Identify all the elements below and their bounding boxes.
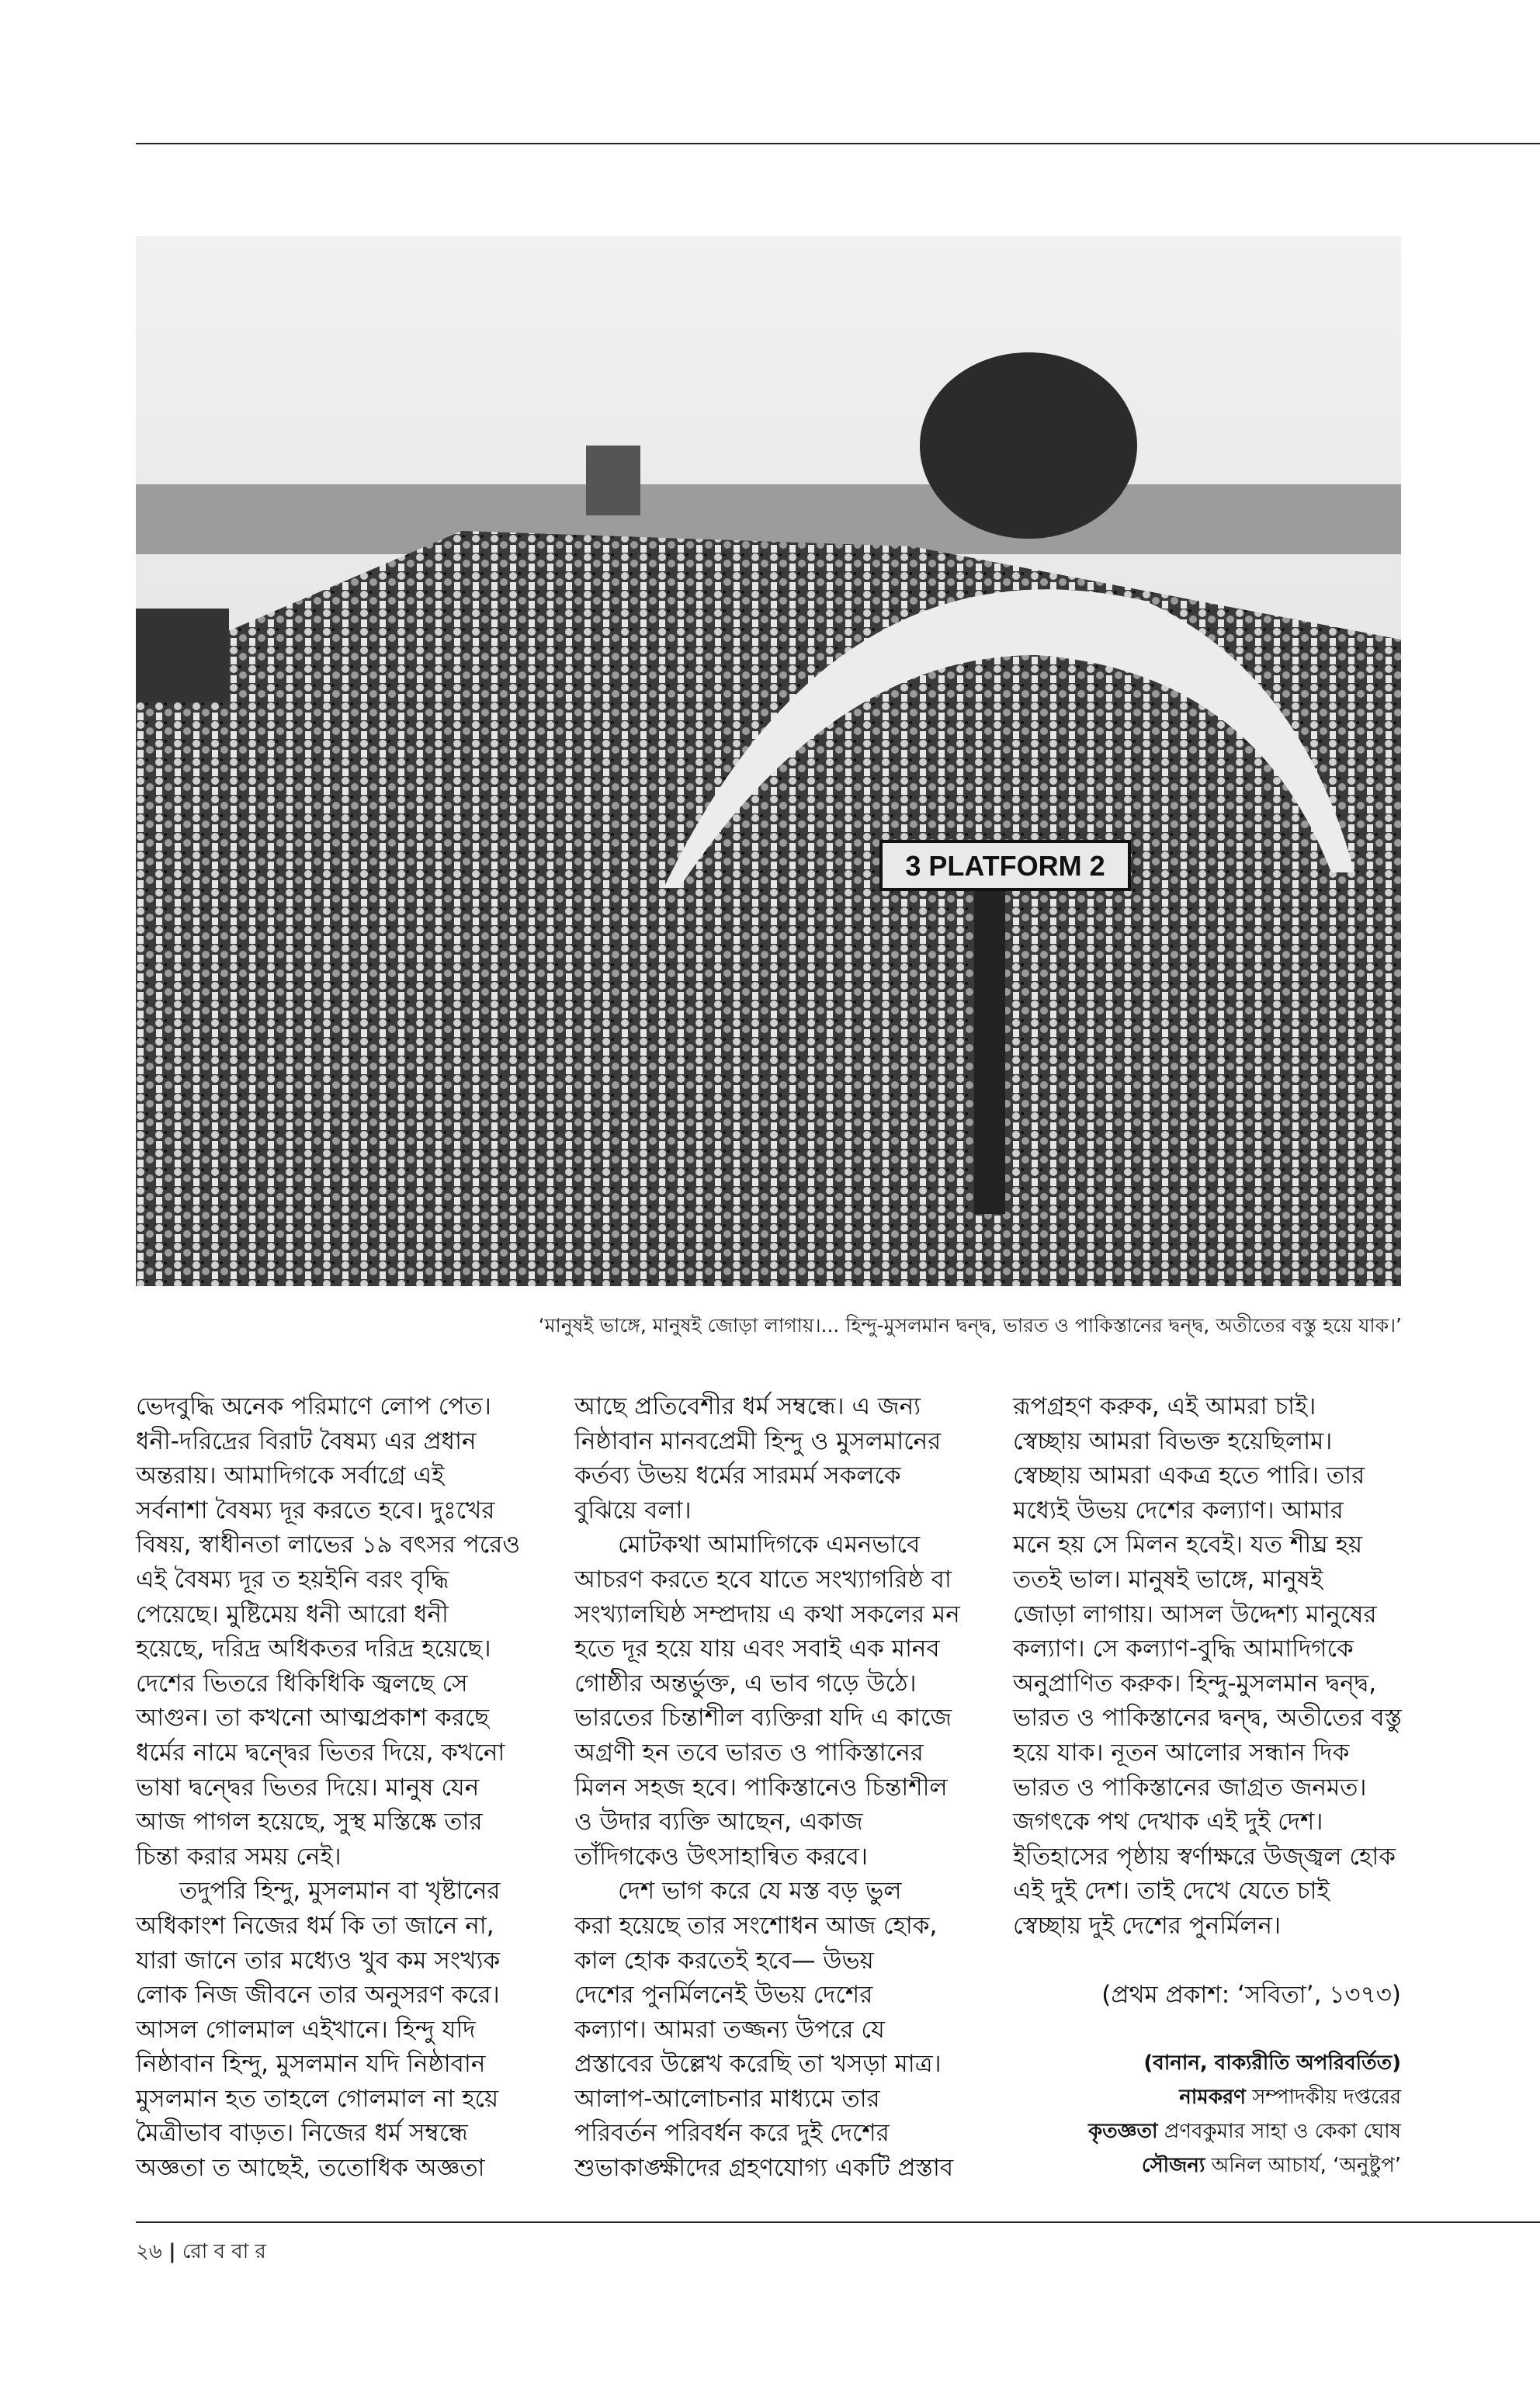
text-line: জোড়া লাগায়। আসল উদ্দেশ্য মানুষের [1013, 1600, 1377, 1628]
text-line: আলাপ-আলোচনার মাধ্যমে তার [574, 2084, 880, 2113]
text-line: মোটকথা আমাদিগকে এমনভাবে [618, 1531, 921, 1559]
text-line: রূপগ্রহণ করুক, এই আমরা চাই। [1013, 1392, 1316, 1420]
text-line: কল্যাণ। আমরা তজ্জন্য উপরে যে [574, 2015, 885, 2044]
text-line: আচরণ করতে হবে যাতে সংখ্যাগরিষ্ঠ বা [574, 1565, 952, 1594]
text-line: দেশের পুনর্মিলনেই উভয় দেশের [574, 1981, 873, 2010]
text-line: যারা জানে তার মধ্যেও খুব কম সংখ্যক [136, 1946, 501, 1975]
text-line: কাল হোক করতেই হবে— উভয় [574, 1946, 874, 1975]
text-line: স্বেচ্ছায় আমরা বিভক্ত হয়েছিলাম। [1013, 1427, 1333, 1455]
text-line: কর্তব্য উভয় ধর্মের সারমর্ম সকলকে [574, 1462, 901, 1490]
text-line: সর্বনাশা বৈষম্য দূর করতে হবে। দুঃখের [136, 1496, 495, 1524]
publication-name: রো ব বা র [182, 2240, 266, 2263]
text-line: মনে হয় সে মিলন হবেই। যত শীঘ্র হয় [1013, 1531, 1363, 1559]
article-photo [136, 236, 1401, 1286]
credit-value: প্রণবকুমার সাহা ও কেকা ঘোষ [1164, 2120, 1401, 2144]
text-line: তদুপরি হিন্দু, মুসলমান বা খৃষ্টানের [179, 1877, 501, 1906]
text-line: দেশের ভিতরে ধিকিধিকি জ্বলছে সে [136, 1669, 468, 1698]
text-line: ভারতের চিন্তাশীল ব্যক্তিরা যদি এ কাজে [574, 1704, 952, 1732]
text-line: মৈত্রীভাব বাড়ত। নিজের ধর্ম সম্বন্ধে [136, 2119, 468, 2148]
text-line: মিলন সহজ হবে। পাকিস্তানেও চিন্তাশীল [574, 1773, 948, 1802]
text-line: কল্যাণ। সে কল্যাণ-বুদ্ধি আমাদিগকে [1013, 1635, 1354, 1663]
credit-value: অনিল আচার্য, ‘অনুষ্টুপ’ [1211, 2154, 1401, 2178]
text-line: মধ্যেই উভয় দেশের কল্যাণ। আমার [1013, 1496, 1344, 1524]
text-line: ততই ভাল। মানুষই ভাঙ্গে, মানুষই [1013, 1565, 1323, 1594]
photo-caption: ‘মানুষই ভাঙ্গে, মানুষই জোড়া লাগায়।... হিন্দু-মুসলমান দ্বন্দ্ব, ভারত ও পাকিস্তানের দ্বন্দ্ব, অতীতের বস্তু হয়ে যাক।’ [538, 1314, 1402, 1337]
text-line: আজ পাগল হয়েছে, সুস্থ মস্তিষ্কে তার [136, 1808, 483, 1836]
text-line: বুঝিয়ে বলা। [574, 1496, 692, 1524]
article-column-1 [136, 1389, 539, 2186]
credit-label: নামকরণ [1179, 2086, 1246, 2110]
text-line: অনুপ্রাণিত করুক। হিন্দু-মুসলমান দ্বন্দ্ব, [1013, 1669, 1377, 1698]
text-line: শুভাকাঙ্ক্ষীদের গ্রহণযোগ্য একটি প্রস্তাব [574, 2154, 954, 2183]
text-line: হয়ে যাক। নূতন আলোর সন্ধান দিক [1013, 1738, 1350, 1767]
crowded-train-platform-image [136, 236, 1401, 1286]
text-line: দেশ ভাগ করে যে মস্ত বড় ভুল [618, 1877, 902, 1906]
text-line: ধনী-দরিদ্রের বিরাট বৈষম্য এর প্রধান [136, 1427, 477, 1455]
text-line: স্বেচ্ছায় দুই দেশের পুনর্মিলন। [1013, 1911, 1282, 1940]
text-line: জগৎকে পথ দেখাক এই দুই দেশ। [1013, 1808, 1323, 1836]
credit-naming [1013, 2080, 1401, 2114]
text-line: নিষ্ঠাবান হিন্দু, মুসলমান যদি নিষ্ঠাবান [136, 2050, 486, 2079]
footer-separator: | [168, 2240, 176, 2263]
text-line: ভাষা দ্বন্দ্বের ভিতর দিয়ে। মানুষ যেন [136, 1773, 480, 1802]
text-line: হয়েছে, দরিদ্র অধিকতর দরিদ্র হয়েছে। [136, 1635, 491, 1663]
spelling-note-text: (বানান, বাক্যরীতি অপরিবর্তিত) [1143, 2051, 1401, 2076]
text-line: চিন্তা করার সময় নেই। [136, 1842, 342, 1871]
text-line: হতে দূর হয়ে যায় এবং সবাই এক মানব [574, 1635, 940, 1663]
text-line: তাঁদিগকেও উৎসাহান্বিত করবে। [574, 1842, 868, 1871]
text-line: এই বৈষম্য দূর ত হয়ইনি বরং বৃদ্ধি [136, 1565, 449, 1594]
text-line: অন্তরায়। আমাদিগকে সর্বাগ্রে এই [136, 1462, 445, 1490]
credit-value: সম্পাদকীয় দপ্তরের [1252, 2086, 1401, 2110]
text-line: করা হয়েছে তার সংশোধন আজ হোক, [574, 1911, 938, 1940]
source-note: (প্রথম প্রকাশ: ‘সবিতা’, ১৩৭৩) [1101, 1980, 1401, 2009]
bottom-rule [136, 2221, 1540, 2223]
text-line: সংখ্যালঘিষ্ঠ সম্প্রদায় এ কথা সকলের মন [574, 1600, 960, 1628]
text-line: পরিবর্তন পরিবর্ধন করে দুই দেশের [574, 2119, 890, 2148]
text-line: বিষয়, স্বাধীনতা লাভের ১৯ বৎসর পরেও [136, 1531, 521, 1559]
text-line: মুসলমান হত তাহলে গোলমাল না হয়ে [136, 2084, 499, 2113]
text-line: লোক নিজ জীবনে তার অনুসরণ করে। [136, 1981, 500, 2010]
credit-courtesy [1013, 2148, 1401, 2183]
text-line: ধর্মের নামে দ্বন্দ্বের ভিতর দিয়ে, কখনো [136, 1738, 505, 1767]
page-number: ২৬ [136, 2240, 162, 2263]
platform-sign: 3 PLATFORM 2 [905, 850, 1105, 882]
text-line: অজ্ঞতা ত আছেই, ততোধিক অজ্ঞতা [136, 2154, 485, 2183]
text-line: প্রস্তাবের উল্লেখ করেছি তা খসড়া মাত্র। [574, 2050, 942, 2079]
credit-label: কৃতজ্ঞতা [1087, 2120, 1158, 2144]
text-line: পেয়েছে। মুষ্টিমেয় ধনী আরো ধনী [136, 1600, 449, 1628]
text-line: স্বেচ্ছায় আমরা একত্র হতে পারি। তার [1013, 1462, 1365, 1490]
text-line: আছে প্রতিবেশীর ধর্ম সম্বন্ধে। এ জন্য [574, 1392, 921, 1420]
credit-thanks [1013, 2114, 1401, 2148]
text-line: অধিকাংশ নিজের ধর্ম কি তা জানে না, [136, 1911, 494, 1940]
article-column-2 [574, 1389, 978, 2186]
text-line: ও উদার ব্যক্তি আছেন, একাজ [574, 1808, 863, 1836]
text-line: ভারত ও পাকিস্তানের জাগ্রত জনমত। [1013, 1773, 1367, 1802]
text-line: ইতিহাসের পৃষ্ঠায় স্বর্ণাক্ষরে উজ্জ্বল হোক [1013, 1842, 1396, 1871]
top-rule [136, 143, 1540, 144]
text-line: আগুন। তা কখনো আত্মপ্রকাশ করছে [136, 1704, 490, 1732]
credit-label: সৌজন্য [1141, 2154, 1205, 2178]
page-footer [136, 2235, 266, 2270]
text-line: এই দুই দেশ। তাই দেখে যেতে চাই [1013, 1877, 1330, 1906]
text-line: ভারত ও পাকিস্তানের দ্বন্দ্ব, অতীতের বস্তু [1013, 1704, 1402, 1732]
article-column-3 [1013, 1389, 1417, 2183]
text-line: আসল গোলমাল এইখানে। হিন্দু যদি [136, 2015, 476, 2044]
spelling-note [1013, 2046, 1401, 2080]
text-line: গোষ্ঠীর অন্তর্ভুক্ত, এ ভাব গড়ে উঠে। [574, 1669, 917, 1698]
text-line: ভেদবুদ্ধি অনেক পরিমাণে লোপ পেত। [136, 1392, 491, 1420]
text-line: নিষ্ঠাবান মানবপ্রেমী হিন্দু ও মুসলমানের [574, 1427, 942, 1455]
text-line: অগ্রণী হন তবে ভারত ও পাকিস্তানের [574, 1738, 924, 1767]
